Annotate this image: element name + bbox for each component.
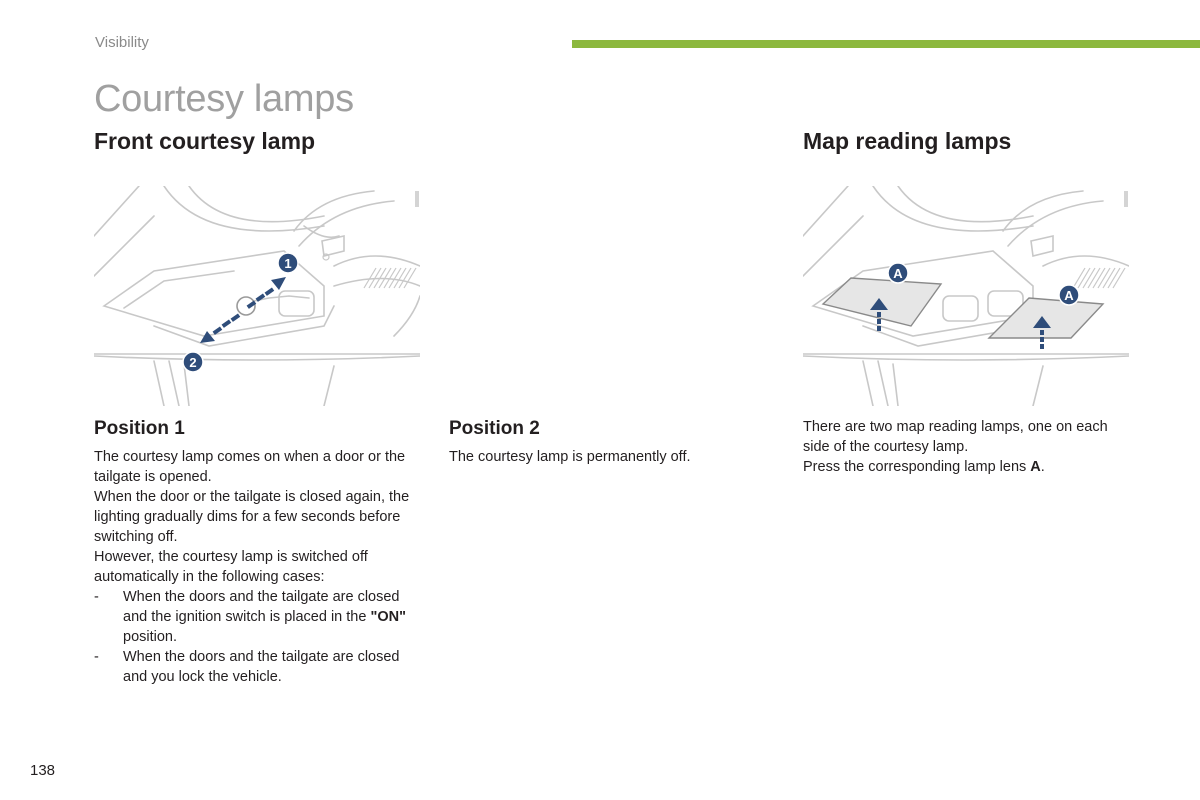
front-courtesy-lamp-illustration: [94, 186, 420, 406]
position-1-marker: [278, 253, 298, 273]
front-courtesy-lamp-heading: Front courtesy lamp: [94, 128, 316, 154]
svg-text:2: 2: [189, 355, 197, 370]
position-2-paragraph: The courtesy lamp is permanently off.: [449, 449, 691, 465]
position-2-heading: Position 2: [449, 418, 540, 439]
map-reading-lamps-text: [803, 417, 1138, 477]
list-item: - When the doors and the tailgate are closed and you lock the vehicle.: [94, 649, 400, 685]
position-1-heading: Position 1: [94, 418, 185, 439]
bullet-dash: -: [94, 649, 99, 665]
position-1-paragraph: When the door or the tailgate is closed again, the lighting gradually dims for a few seconds before switching off.: [94, 489, 410, 545]
position-1-text: [94, 447, 424, 687]
list-item: - When the doors and the tailgate are closed and the ignition switch is placed in the "ON" position.: [94, 589, 406, 645]
map-paragraph: There are two map reading lamps, one on each side of the courtesy lamp.: [803, 419, 1108, 455]
svg-text:1: 1: [284, 256, 292, 271]
bullet-dash: -: [94, 589, 99, 605]
svg-text:A: A: [893, 266, 903, 281]
position-1-paragraph: However, the courtesy lamp is switched off automatically in the following cases:: [94, 549, 368, 585]
page-title: Courtesy lamps: [94, 78, 354, 120]
position-1-paragraph: The courtesy lamp comes on when a door or the tailgate is opened.: [94, 449, 406, 485]
section-label: Visibility: [95, 34, 149, 51]
map-lamp-lens-right: [989, 298, 1103, 338]
svg-text:A: A: [1064, 288, 1074, 303]
on-position-label: "ON": [370, 609, 406, 625]
map-paragraph: Press the corresponding lamp lens A.: [803, 459, 1045, 475]
page-number: 138: [30, 762, 56, 779]
map-reading-lamps-heading: Map reading lamps: [803, 128, 1012, 154]
lens-a-marker-left: [888, 263, 908, 283]
accent-bar: [572, 40, 1200, 48]
lens-a-marker-right: [1059, 285, 1079, 305]
position-2-marker: [183, 352, 203, 372]
position-2-text: [449, 447, 769, 467]
lens-a-label: A: [1030, 459, 1041, 475]
map-reading-lamps-illustration: [803, 186, 1129, 406]
